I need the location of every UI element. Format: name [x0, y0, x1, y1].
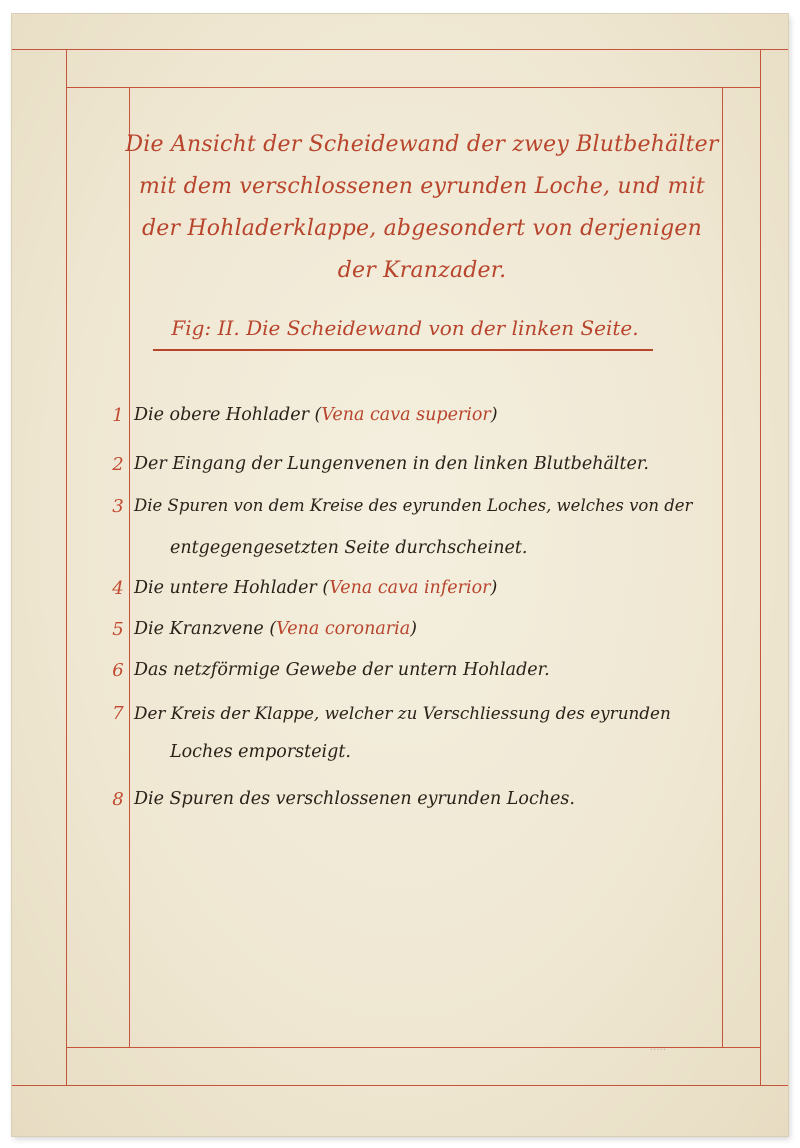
frame-rule-left-outer: [66, 49, 67, 1085]
item-text: Das netzförmige Gewebe der untern Hohlader.: [134, 660, 550, 680]
item-number: 7: [112, 703, 124, 724]
item-number: 1: [112, 405, 124, 426]
item-text: Die Spuren des verschlossenen eyrunden Loches.: [134, 789, 575, 809]
item-text: Die Kranzvene (: [134, 619, 277, 639]
item-text: Der Kreis der Klappe, welcher zu Verschliessung des eyrunden: [134, 703, 671, 723]
title-line-1: Die Ansicht der Scheidewand der zwey Blutbehälter: [125, 132, 719, 157]
frame-rule-right-inner: [722, 87, 723, 1047]
item-text-continuation: Loches emporsteigt.: [170, 742, 351, 762]
frame-rule-top-inner: [66, 87, 760, 88]
title-line-3: der Hohladerklappe, abgesondert von derjenigen: [141, 216, 703, 241]
item-number: 4: [112, 578, 124, 599]
item-text-continuation: entgegengesetzten Seite durchscheinet.: [170, 538, 528, 558]
item-number: 8: [112, 789, 124, 810]
page-title: [122, 124, 722, 292]
title-line-4: der Kranzader.: [337, 258, 507, 283]
latin-name: Vena cava inferior: [329, 578, 491, 598]
item-text-close: ): [490, 578, 498, 598]
pencil-mark: ·····: [650, 1045, 666, 1056]
latin-name: Vena cava superior: [321, 405, 491, 425]
item-number: 5: [112, 619, 124, 640]
figure-caption-underline: [153, 349, 653, 351]
frame-rule-bottom-outer: [12, 1085, 788, 1086]
item-text: Der Eingang der Lungenvenen in den linken Blutbehälter.: [134, 454, 649, 474]
item-number: 6: [112, 660, 124, 681]
title-line-2: mit dem verschlossenen eyrunden Loche, und mit: [139, 174, 705, 199]
frame-rule-right-outer: [760, 49, 761, 1085]
latin-name: Vena coronaria: [276, 619, 411, 639]
item-number: 2: [112, 454, 124, 475]
item-text-close: ): [410, 619, 417, 639]
item-text: Die untere Hohlader (: [134, 578, 330, 598]
frame-rule-top-outer: [12, 49, 788, 50]
item-number: 3: [112, 496, 124, 517]
item-text: Die obere Hohlader (: [134, 405, 322, 425]
item-text: Die Spuren von dem Kreise des eyrunden Loches, welches von der: [134, 496, 693, 515]
figure-caption: Fig: II. Die Scheidewand von der linken Seite.: [171, 316, 639, 340]
item-text-close: ): [490, 405, 498, 425]
